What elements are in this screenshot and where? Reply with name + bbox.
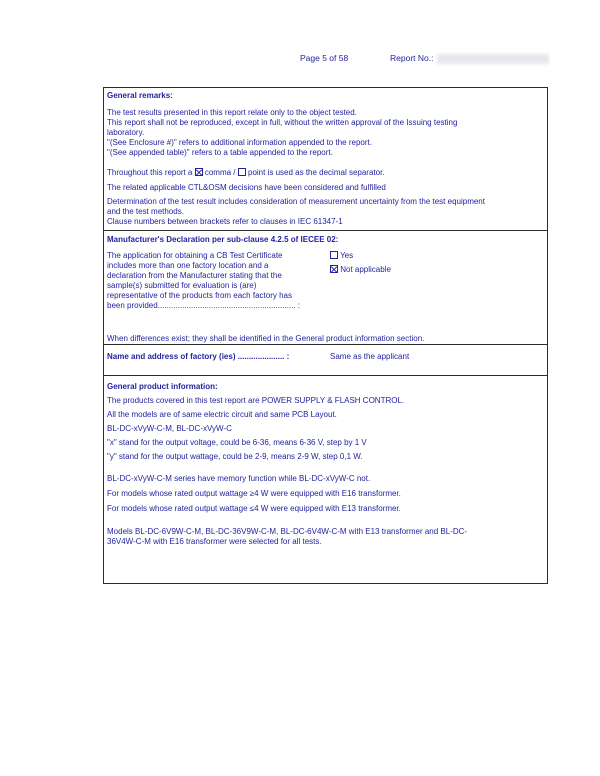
option-yes [330, 251, 353, 261]
product-info-line: BL-DC-xVyW-C-M, BL-DC-xVyW-C [107, 424, 232, 433]
redacted-report-number [437, 54, 549, 64]
product-info-line: For models whose rated output wattage ≤4 W were equipped with E13 transformer. [107, 504, 401, 513]
declaration-line: sample(s) submitted for evaluation is (are) [107, 281, 257, 290]
remark-line: "(See appended table)" refers to a table appended to the report. [107, 148, 333, 157]
general-remarks-title: General remarks: [107, 91, 173, 100]
checkbox-empty-icon [238, 168, 246, 176]
product-info-title: General product information: [107, 382, 218, 391]
manufacturer-declaration-section [104, 230, 547, 345]
manufacturer-declaration-title: Manufacturer's Declaration per sub-clause 4.2.5 of IECEE 02: [107, 235, 339, 244]
factory-label: Name and address of factory (ies) ..................... : [107, 352, 290, 361]
report-number-label: Report No.: [390, 53, 434, 63]
product-info-line: BL-DC-xVyW-C-M series have memory function while BL-DC-xVyW-C not. [107, 474, 371, 483]
product-info-line: All the models are of same electric circuit and same PCB Layout. [107, 410, 337, 419]
uncertainty-line: Clause numbers between brackets refer to clauses in IEC 61347-1 [107, 217, 343, 226]
product-info-line: The products covered in this test report are POWER SUPPLY & FLASH CONTROL. [107, 396, 405, 405]
uncertainty-line: and the test methods. [107, 207, 184, 216]
separator-text-pre: Throughout this report a [107, 168, 193, 177]
differences-note: When differences exist; they shall be identified in the General product information section. [107, 334, 425, 343]
option-not-applicable [330, 265, 391, 275]
checkbox-checked-icon [195, 168, 203, 176]
separator-comma-label: comma / [204, 168, 236, 177]
page-number: Page 5 of 58 [300, 53, 349, 63]
remark-line: This report shall not be reproduced, except in full, without the written approval of the Issuing testing [107, 118, 458, 127]
remark-line: "(See Enclosure #)" refers to additional information appended to the report. [107, 138, 372, 147]
remark-line: laboratory. [107, 128, 145, 137]
declaration-line: The application for obtaining a CB Test Certificate [107, 251, 283, 260]
report-table [103, 87, 548, 584]
decimal-separator-line [107, 168, 385, 178]
checkbox-checked-icon [330, 265, 338, 273]
declaration-line: declaration from the Manufacturer stating that the [107, 271, 282, 280]
option-not-applicable-label: Not applicable [340, 265, 391, 274]
declaration-line: includes more than one factory location and a [107, 261, 269, 270]
checkbox-empty-icon [330, 251, 338, 259]
factory-section [104, 344, 547, 376]
product-info-line: "x" stand for the output voltage, could be 6-36, means 6-36 V, step by 1 V [107, 438, 367, 447]
general-remarks-section [104, 88, 547, 230]
ctl-line: The related applicable CTL&OSM decisions have been considered and fulfilled [107, 183, 386, 192]
declaration-line: representative of the products from each factory has [107, 291, 292, 300]
option-yes-label: Yes [340, 251, 354, 260]
factory-value: Same as the applicant [330, 352, 410, 361]
product-info-line: "y" stand for the output wattage, could be 2-9, means 2-9 W, step 0,1 W. [107, 452, 363, 461]
product-info-section [104, 375, 547, 584]
product-info-line: For models whose rated output wattage ≥4 W were equipped with E16 transformer. [107, 489, 401, 498]
product-info-line: 36V4W-C-M with E16 transformer were selected for all tests. [107, 537, 322, 546]
uncertainty-line: Determination of the test result includes consideration of measurement uncertainty from the test equipment [107, 197, 485, 206]
remark-line: The test results presented in this report relate only to the object tested. [107, 108, 357, 117]
page-header [0, 53, 600, 65]
product-info-line: Models BL-DC-6V9W-C-M, BL-DC-36V9W-C-M, BL-DC-6V4W-C-M with E13 transformer and BL-DC- [107, 527, 468, 536]
declaration-line: been provided.............................................................. : [107, 301, 300, 310]
separator-text-post: point is used as the decimal separator. [248, 168, 385, 177]
